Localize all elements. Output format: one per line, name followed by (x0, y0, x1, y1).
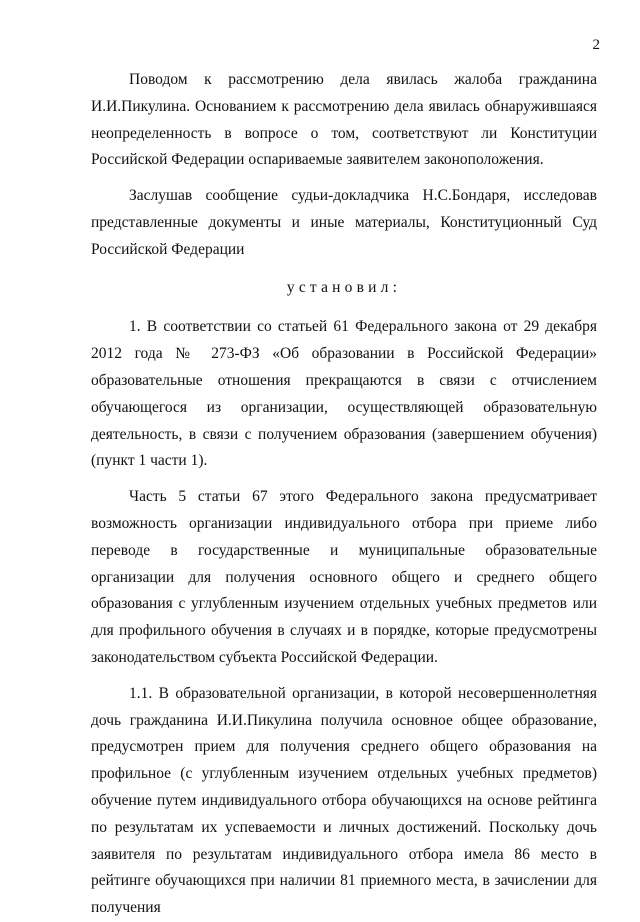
page-number: 2 (592, 37, 600, 53)
paragraph-section-1: 1. В соответствии со статьей 61 Федерального закона от 29 декабря 2012 года № 273-ФЗ «Об образовании в Российской Федерации» образовательные отношения прекращаются в связи с отчислением обучающегося из организации, осуществляющей образовательную деятельность, в связи с получением образования (завершением обучения) (пункт 1 части 1). (91, 318, 597, 470)
paragraph-grounds: Поводом к рассмотрению дела явилась жалоба гражданина И.И.Пикулина. Основанием к рассмотрению дела явилась обнаружившаяся неопределенность в вопросе о том, соответствуют ли Конституции Российской Федерации оспариваемые заявителем законоположения. (91, 71, 597, 169)
document-body (91, 67, 597, 922)
paragraph-article-67: Часть 5 статьи 67 этого Федерального закона предусматривает возможность организации индивидуального отбора при приеме либо переводе в государственные и муниципальные образовательные организации для получения основного общего и среднего общего образования с углубленным изучением отдельных учебных предметов или для профильного обучения в случаях и в порядке, которые предусмотрены законодательством субъекта Российской Федерации. (91, 488, 597, 666)
ruling-heading: установил: (286, 278, 402, 296)
paragraph-section-1-1: 1.1. В образовательной организации, в которой несовершеннолетняя дочь гражданина И.И.Пикулина получила основное общее образование, предусмотрен прием для получения среднего общего образования на профильное (с углубленным изучением отдельных учебных предметов) обучение путем индивидуального отбора обучающихся на основе рейтинга по результатам их успеваемости и личных достижений. Поскольку дочь заявителя по результатам индивидуального отбора имела 86 место в рейтинге обучающихся при наличии 81 приемного места, в зачислении для получения (91, 684, 597, 917)
paragraph-hearing: Заслушав сообщение судьи-докладчика Н.С.Бондаря, исследовав представленные документы и иные материалы, Конституционный Суд Российской Федерации (91, 187, 597, 258)
